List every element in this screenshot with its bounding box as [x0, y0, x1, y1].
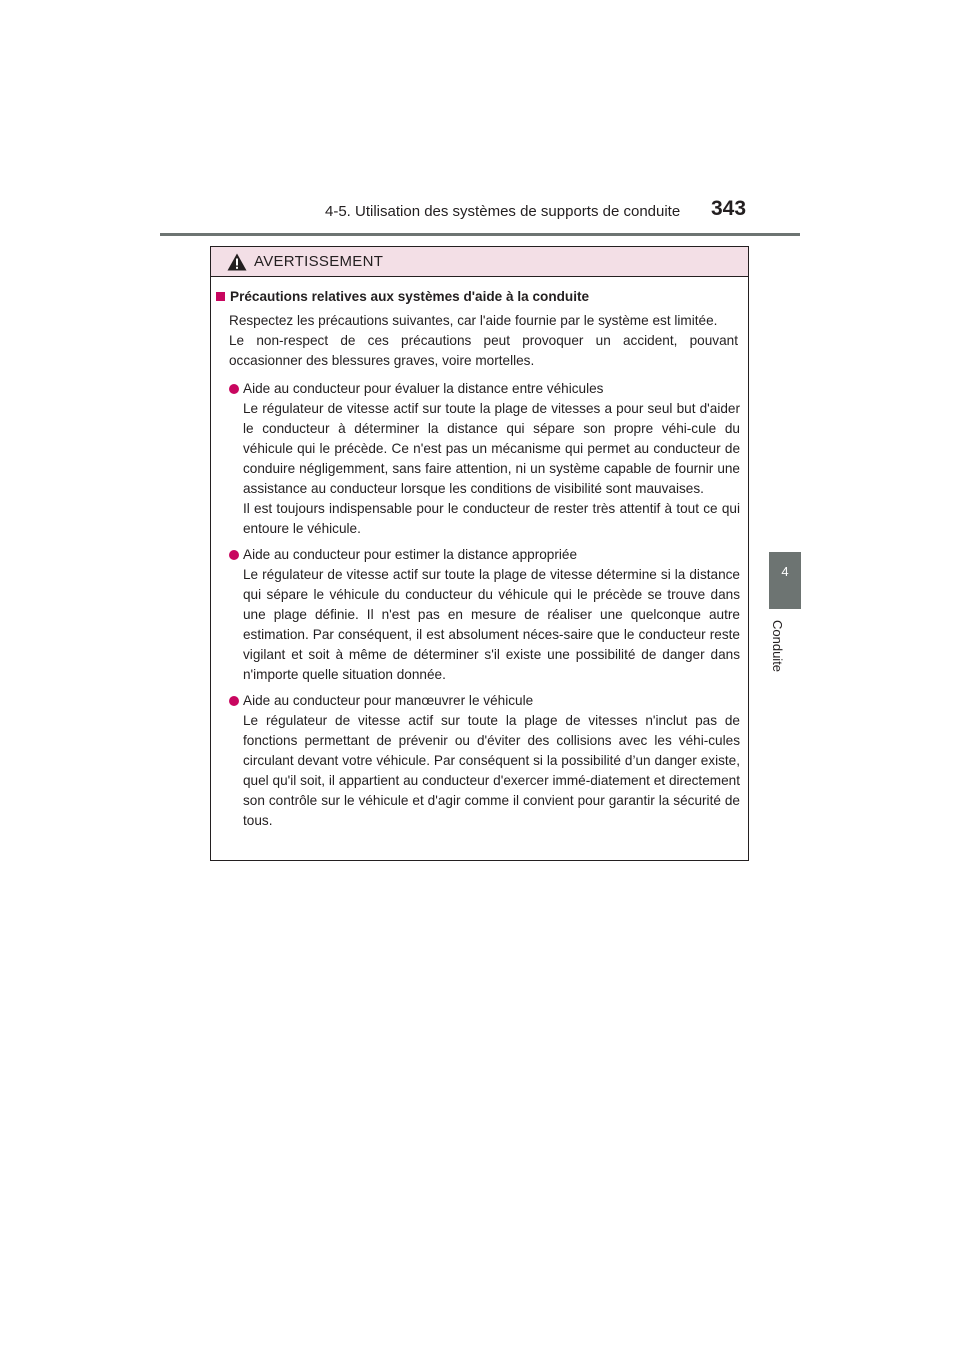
- chapter-label: [770, 620, 796, 680]
- list-item-title: Aide au conducteur pour estimer la distance appropriée: [243, 547, 578, 562]
- circle-bullet-icon: [229, 384, 239, 394]
- list-item-paragraph: Il est toujours indispensable pour le conducteur de rester très attentif à tout ce qui entoure le véhicule.: [243, 501, 740, 536]
- list-item-title: Aide au conducteur pour évaluer la distance entre véhicules: [243, 381, 604, 396]
- circle-bullet-icon: [229, 550, 239, 560]
- section-heading-text: Précautions relatives aux systèmes d'aide à la conduite: [230, 289, 590, 304]
- list-item-paragraph: Le régulateur de vitesse actif sur toute la plage de vitesse détermine si la distance qui sépare le véhicule du conducteur du véhicule qui le précède se trouve dans une plage définie. Il n'est pas en mesure de réaliser une quelconque autre estimation. Par conséquent, il est absolument néces-saire que le conducteur reste vigilant et soit à même de déterminer s'il existe une possibilité de danger dans n'importe quelle situation donnée.: [243, 567, 740, 682]
- circle-bullet-icon: [229, 696, 239, 706]
- warning-box: [210, 246, 749, 861]
- intro-paragraph: Respectez les précautions suivantes, car l'aide fournie par le système est limitée.: [229, 313, 718, 328]
- header-rule: [160, 233, 800, 236]
- chapter-number: 4: [781, 564, 789, 579]
- chapter-label-text: Conduite: [770, 620, 785, 673]
- list-item: [243, 379, 740, 539]
- list-item-title: Aide au conducteur pour manœuvrer le véhicule: [243, 693, 534, 708]
- section-heading: [211, 287, 748, 307]
- list-item: [243, 545, 740, 685]
- page-number: 343: [711, 197, 747, 220]
- square-bullet-icon: [216, 292, 225, 301]
- intro-paragraph: Le non-respect de ces précautions peut provoquer un accident, pouvant occasionner des blessures graves, voire mortelles.: [229, 333, 738, 368]
- warning-title: AVERTISSEMENT: [254, 253, 384, 270]
- chapter-tab: [769, 552, 801, 609]
- list-item-paragraph: Le régulateur de vitesse actif sur toute la plage de vitesses a pour seul but d'aider le conducteur à déterminer la distance qui sépare son propre véhi-cule du véhicule qui le précède. Ce n'est pas un mécanisme qui permet au conducteur de conduire négligemment, sans faire attention, ni un système capable de fournir une assistance au conducteur lorsque les conditions de visibilité sont mauvaises.: [243, 401, 740, 496]
- list-item: [243, 691, 740, 831]
- list-item-paragraph: Le régulateur de vitesse actif sur toute la plage de vitesses n'inclut pas de fonctions permettant de prévenir ou d'éviter des collisions avec les véhi-cules circulant devant votre véhicule. Par conséquent si la possibilité d’un danger existe, quel qu'il soit, il appartient au conducteur d'exercer immé-diatement et directement son contrôle sur le véhicule et d'agir comme il convient pour garantir la sécurité de tous.: [243, 713, 740, 828]
- warning-triangle-icon: [227, 253, 247, 271]
- warning-header: [211, 247, 748, 277]
- section-title: 4-5. Utilisation des systèmes de supports de conduite: [325, 203, 681, 220]
- warning-content: [211, 287, 748, 831]
